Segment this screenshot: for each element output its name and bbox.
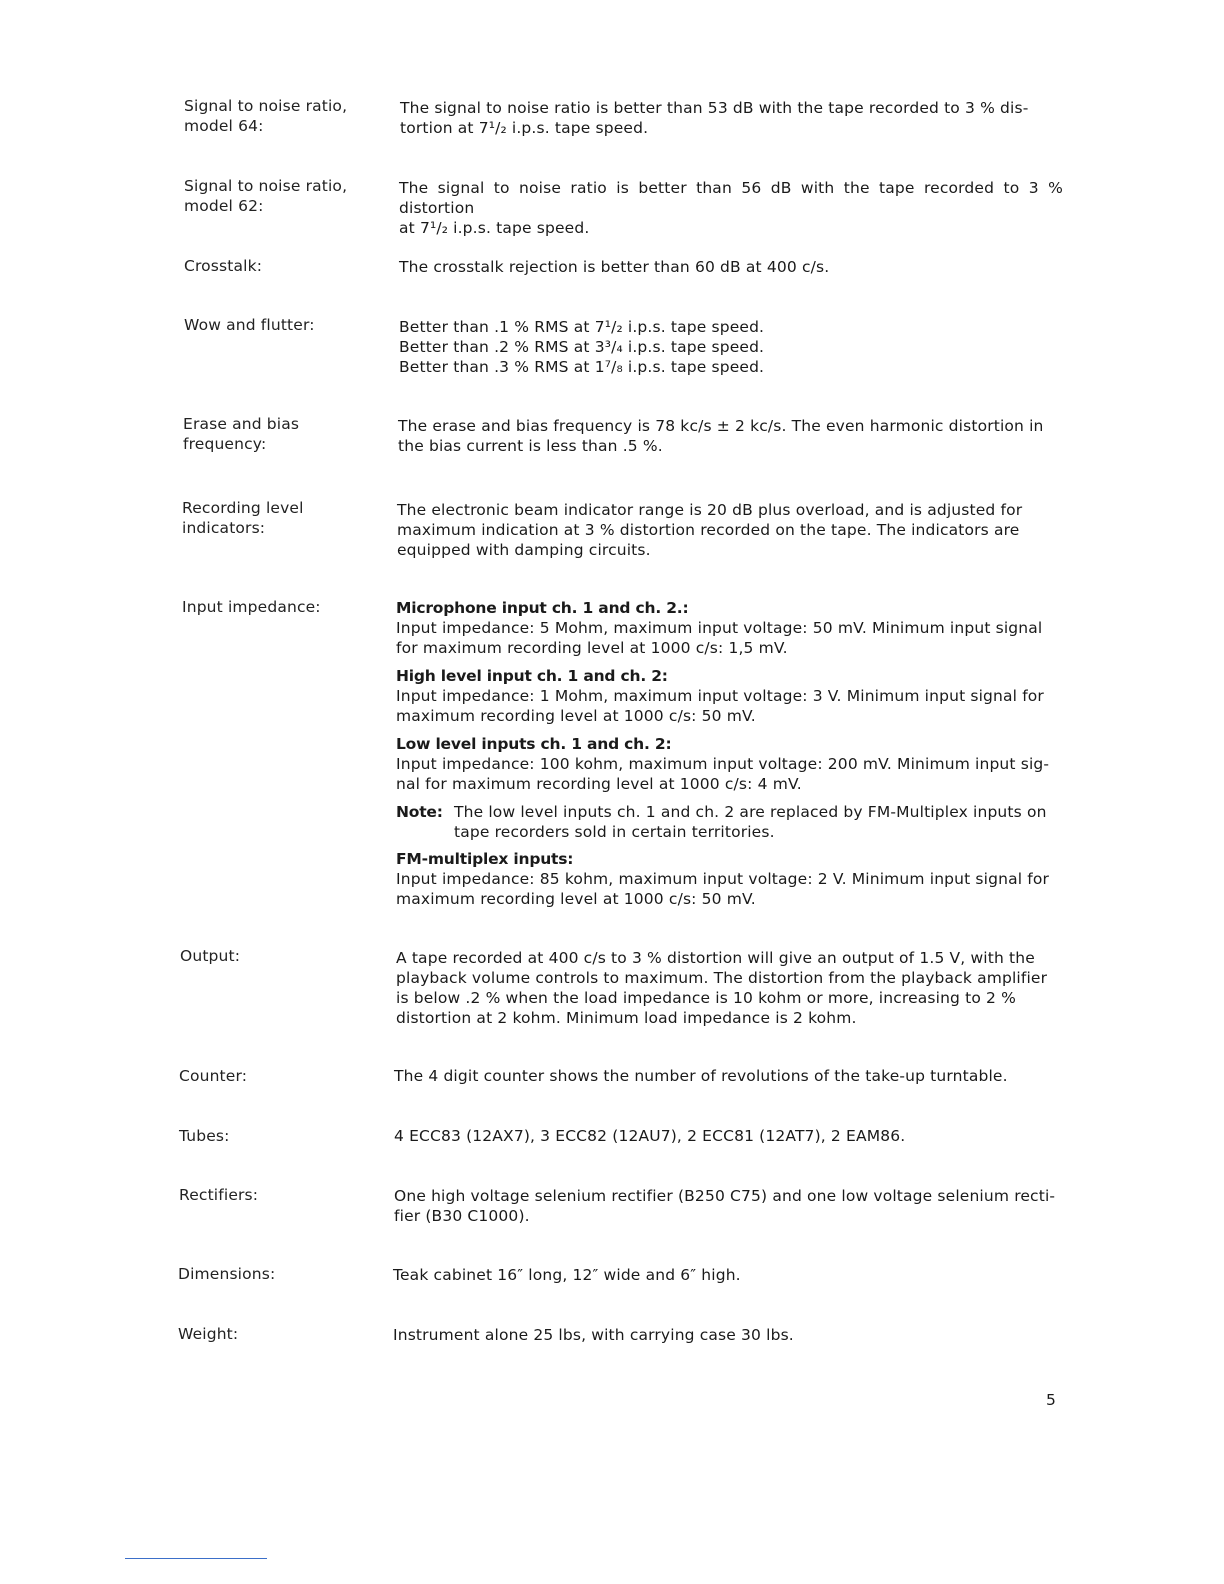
desc-line: tape recorders sold in certain territories.	[454, 823, 775, 841]
label-line: Rectifiers:	[179, 1186, 259, 1204]
label-line: Counter:	[179, 1067, 248, 1085]
spec-label	[178, 1264, 378, 1284]
label-line: model 64:	[184, 117, 264, 135]
desc-line: maximum recording level at 1000 c/s: 50 mV.	[396, 890, 756, 908]
desc-line: maximum recording level at 1000 c/s: 50 mV.	[396, 707, 756, 725]
input-block-fm-multiplex	[396, 849, 1060, 909]
desc-line: A tape recorded at 400 c/s to 3 % distortion will give an output of 1.5 V, with the	[396, 949, 1035, 967]
input-heading: High level input ch. 1 and ch. 2:	[396, 667, 668, 685]
spec-description	[396, 598, 1060, 909]
spec-label	[184, 176, 384, 216]
input-heading: Low level inputs ch. 1 and ch. 2:	[396, 735, 672, 753]
spec-description	[394, 1126, 1058, 1146]
spec-description	[394, 1066, 1058, 1086]
label-line: frequency:	[183, 435, 267, 453]
desc-line: Input impedance: 1 Mohm, maximum input voltage: 3 V. Minimum input signal for	[396, 687, 1044, 705]
spec-description	[399, 178, 1063, 238]
label-line: Input impedance:	[182, 598, 321, 616]
desc-line: playback volume controls to maximum. The distortion from the playback amplifier	[396, 969, 1048, 987]
spec-label	[184, 256, 384, 276]
desc-line: The low level inputs ch. 1 and ch. 2 are replaced by FM-Multiplex inputs on	[454, 803, 1047, 821]
spec-description	[394, 1186, 1058, 1226]
desc-line: The electronic beam indicator range is 20 dB plus overload, and is adjusted for	[397, 501, 1023, 519]
input-heading: Microphone input ch. 1 and ch. 2.:	[396, 599, 689, 617]
label-line: Output:	[180, 947, 241, 965]
spec-label	[178, 1324, 378, 1344]
desc-line: fier (B30 C1000).	[394, 1207, 530, 1225]
desc-line: the bias current is less than .5 %.	[398, 437, 663, 455]
desc-line: Input impedance: 5 Mohm, maximum input voltage: 50 mV. Minimum input signal	[396, 619, 1043, 637]
desc-line: The erase and bias frequency is 78 kc/s ± 2 kc/s. The even harmonic distortion in	[398, 417, 1044, 435]
spec-label	[184, 315, 384, 335]
label-line: Recording level	[182, 499, 304, 517]
spec-description	[397, 500, 1061, 560]
desc-line: The signal to noise ratio is better than 56 dB with the tape recorded to 3 % distortion	[399, 179, 1063, 217]
desc-line: Input impedance: 85 kohm, maximum input voltage: 2 V. Minimum input signal for	[396, 870, 1050, 888]
input-note	[396, 802, 1060, 842]
spec-description	[400, 98, 1064, 138]
label-line: Signal to noise ratio,	[184, 97, 348, 115]
desc-line: Better than .3 % RMS at 1⁷/₈ i.p.s. tape speed.	[399, 358, 765, 376]
note-label: Note:	[396, 803, 443, 821]
label-line: Tubes:	[179, 1127, 230, 1145]
spec-label	[179, 1185, 379, 1205]
desc-line: at 7¹/₂ i.p.s. tape speed.	[399, 219, 590, 237]
spec-label	[183, 414, 383, 454]
desc-line: equipped with damping circuits.	[397, 541, 651, 559]
desc-line: tortion at 7¹/₂ i.p.s. tape speed.	[400, 119, 649, 137]
desc-line: Better than .1 % RMS at 7¹/₂ i.p.s. tape speed.	[399, 318, 765, 336]
desc-line: Instrument alone 25 lbs, with carrying case 30 lbs.	[393, 1326, 794, 1344]
label-line: Weight:	[178, 1325, 239, 1343]
label-line: Wow and flutter:	[184, 316, 315, 334]
desc-line: maximum indication at 3 % distortion recorded on the tape. The indicators are	[397, 521, 1020, 539]
label-line: Dimensions:	[178, 1265, 276, 1283]
desc-line: 4 ECC83 (12AX7), 3 ECC82 (12AU7), 2 ECC81 (12AT7), 2 EAM86.	[394, 1127, 906, 1145]
page-number: 5	[1046, 1391, 1057, 1409]
desc-line: The signal to noise ratio is better than 53 dB with the tape recorded to 3 % dis-	[400, 99, 1029, 117]
label-line: Crosstalk:	[184, 257, 263, 275]
spec-description	[396, 948, 1060, 1028]
desc-line: is below .2 % when the load impedance is 10 kohm or more, increasing to 2 %	[396, 989, 1017, 1007]
footer-rule	[125, 1558, 267, 1559]
desc-line: The 4 digit counter shows the number of revolutions of the take-up turntable.	[394, 1067, 1008, 1085]
desc-line: Teak cabinet 16″ long, 12″ wide and 6″ high.	[393, 1266, 741, 1284]
spec-label	[179, 1066, 379, 1086]
desc-line: distortion at 2 kohm. Minimum load impedance is 2 kohm.	[396, 1009, 857, 1027]
spec-description	[393, 1265, 1057, 1285]
spec-description	[399, 257, 1063, 277]
note-text	[454, 802, 1060, 842]
input-heading: FM-multiplex inputs:	[396, 850, 574, 868]
spec-label	[179, 1126, 379, 1146]
label-line: Erase and bias	[183, 415, 300, 433]
desc-line: Better than .2 % RMS at 3³/₄ i.p.s. tape speed.	[399, 338, 765, 356]
desc-line: One high voltage selenium rectifier (B250 C75) and one low voltage selenium recti-	[394, 1187, 1056, 1205]
desc-line: The crosstalk rejection is better than 60 dB at 400 c/s.	[399, 258, 830, 276]
desc-line: for maximum recording level at 1000 c/s: 1,5 mV.	[396, 639, 788, 657]
input-block-high-level	[396, 666, 1060, 726]
input-block-low-level	[396, 734, 1060, 794]
spec-label	[180, 946, 380, 966]
label-line: Signal to noise ratio,	[184, 177, 348, 195]
desc-line: nal for maximum recording level at 1000 c/s: 4 mV.	[396, 775, 802, 793]
spec-label	[184, 96, 384, 136]
spec-description	[399, 317, 1063, 377]
label-line: model 62:	[184, 197, 264, 215]
input-block-microphone	[396, 598, 1060, 658]
desc-line: Input impedance: 100 kohm, maximum input voltage: 200 mV. Minimum input sig-	[396, 755, 1050, 773]
spec-description	[398, 416, 1062, 456]
spec-description	[393, 1325, 1057, 1345]
spec-label	[182, 498, 382, 538]
spec-label	[182, 597, 382, 617]
label-line: indicators:	[182, 519, 266, 537]
